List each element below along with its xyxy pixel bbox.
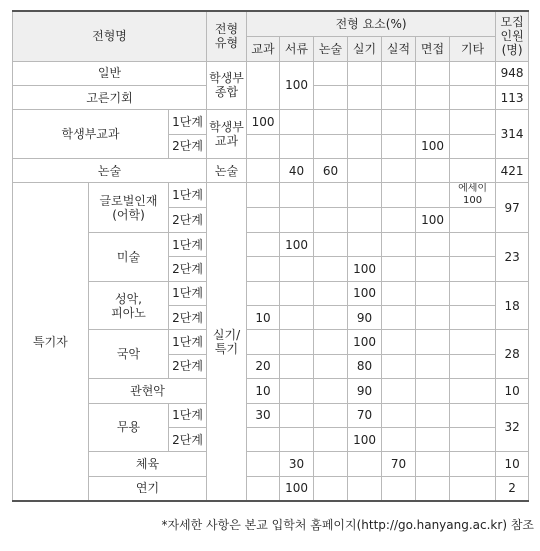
row-name-dance: 무용 xyxy=(89,403,169,452)
header-col-record: 실적 xyxy=(382,36,416,61)
row-name-gugak: 국악 xyxy=(89,330,169,379)
header-col-gyogwa: 교과 xyxy=(247,36,280,61)
header-col-interview: 면접 xyxy=(416,36,450,61)
table-row xyxy=(13,330,529,354)
quota-nonsul: 421 xyxy=(496,159,529,183)
dance-s1-practical: 70 xyxy=(348,403,382,427)
global-s2-interview: 100 xyxy=(416,208,450,232)
quota-gugak: 28 xyxy=(496,330,529,379)
gugak-step1: 1단계 xyxy=(169,330,207,354)
nonsul-doc: 40 xyxy=(280,159,314,183)
row-name-gyogwa: 학생부교과 xyxy=(13,110,169,159)
type-jonghap: 학생부 종합 xyxy=(207,61,247,110)
gyogwa-step1: 1단계 xyxy=(169,110,207,134)
pe-record: 70 xyxy=(382,452,416,476)
quota-general: 948 xyxy=(496,61,529,85)
table-row xyxy=(13,159,529,183)
table-row xyxy=(13,110,529,134)
dance-s1-gyogwa: 30 xyxy=(247,403,280,427)
table-row xyxy=(13,476,529,500)
header-quota: 모집 인원 (명) xyxy=(496,11,529,61)
footnote: *자세한 사항은 본교 입학처 홈페이지(http://go.hanyang.ac.kr) 참조 xyxy=(161,518,534,532)
row-name-nonsul: 논술 xyxy=(13,159,207,183)
dance-step2: 2단계 xyxy=(169,427,207,451)
dance-s2-practical: 100 xyxy=(348,427,382,451)
admission-table-wrapper xyxy=(12,10,528,502)
table-row xyxy=(13,183,529,208)
quota-dance: 32 xyxy=(496,403,529,452)
type-special: 실기/ 특기 xyxy=(207,183,247,501)
row-name-pe: 체육 xyxy=(89,452,207,476)
quota-gorwon: 113 xyxy=(496,85,529,109)
quota-gyogwa: 314 xyxy=(496,110,529,159)
table-row xyxy=(13,379,529,403)
table-row xyxy=(13,403,529,427)
gugak-step2: 2단계 xyxy=(169,354,207,378)
vocal-step2: 2단계 xyxy=(169,306,207,330)
gugak-s1-practical: 100 xyxy=(348,330,382,354)
table-row xyxy=(13,232,529,256)
quota-pe: 10 xyxy=(496,452,529,476)
header-col-practical: 실기 xyxy=(348,36,382,61)
type-gyogwa: 학생부 교과 xyxy=(207,110,247,159)
row-name-general: 일반 xyxy=(13,61,207,85)
art-s2-practical: 100 xyxy=(348,257,382,281)
row-name-acting: 연기 xyxy=(89,476,207,500)
quota-global: 97 xyxy=(496,183,529,232)
acting-doc: 100 xyxy=(280,476,314,500)
quota-acting: 2 xyxy=(496,476,529,500)
pe-doc: 30 xyxy=(280,452,314,476)
table-row xyxy=(13,61,529,85)
vocal-step1: 1단계 xyxy=(169,281,207,305)
type-nonsul: 논술 xyxy=(207,159,247,183)
nonsul-essay: 60 xyxy=(314,159,348,183)
quota-gwanhyeon: 10 xyxy=(496,379,529,403)
global-step1: 1단계 xyxy=(169,183,207,208)
global-step2: 2단계 xyxy=(169,208,207,232)
vocal-s2-practical: 90 xyxy=(348,306,382,330)
gyogwa-step2: 2단계 xyxy=(169,134,207,158)
vocal-s1-practical: 100 xyxy=(348,281,382,305)
header-type: 전형 유형 xyxy=(207,11,247,61)
row-name-global: 글로벌인재 (어학) xyxy=(89,183,169,232)
row-name-vocal: 성악, 피아노 xyxy=(89,281,169,330)
dance-step1: 1단계 xyxy=(169,403,207,427)
gugak-s2-gyogwa: 20 xyxy=(247,354,280,378)
vocal-s2-gyogwa: 10 xyxy=(247,306,280,330)
jonghap-doc: 100 xyxy=(280,61,314,110)
quota-art: 23 xyxy=(496,232,529,281)
art-s1-doc: 100 xyxy=(280,232,314,256)
header-col-essay: 논술 xyxy=(314,36,348,61)
header-col-doc: 서류 xyxy=(280,36,314,61)
quota-vocal: 18 xyxy=(496,281,529,330)
table-row xyxy=(13,452,529,476)
table-row xyxy=(13,281,529,305)
row-name-gorwon: 고른기회 xyxy=(13,85,207,109)
row-name-art: 미술 xyxy=(89,232,169,281)
gwanhyeon-practical: 90 xyxy=(348,379,382,403)
gugak-s2-practical: 80 xyxy=(348,354,382,378)
admission-table xyxy=(12,10,529,502)
special-label: 특기자 xyxy=(13,183,89,501)
gyogwa-s2-interview: 100 xyxy=(416,134,450,158)
gyogwa-s1-gyogwa: 100 xyxy=(247,110,280,134)
global-s1-etc: 에세이 100 xyxy=(450,183,496,208)
header-name: 전형명 xyxy=(13,11,207,61)
header-elements: 전형 요소(%) xyxy=(247,11,496,36)
art-step1: 1단계 xyxy=(169,232,207,256)
art-step2: 2단계 xyxy=(169,257,207,281)
header-col-etc: 기타 xyxy=(450,36,496,61)
gwanhyeon-gyogwa: 10 xyxy=(247,379,280,403)
row-name-gwanhyeon: 관현악 xyxy=(89,379,207,403)
